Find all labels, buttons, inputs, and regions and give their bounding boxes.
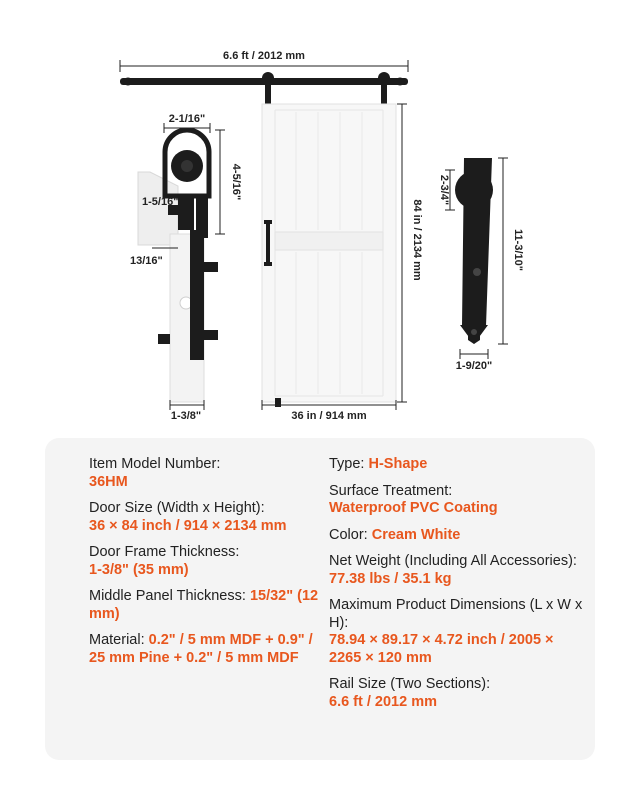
strap-width-dimension [456,349,492,372]
spec-type: Type: H-Shape [329,456,428,472]
strap-width-label: 1-9/20" [455,360,493,372]
spec-column-right [329,456,589,720]
spec-color: Color: Cream White [329,526,461,543]
wheel-diameter-dimension [438,170,455,210]
door-height-label: 84 in / 2134 mm [411,199,423,281]
spec-card [45,438,595,760]
rail-dimension [120,50,408,72]
door-height-dimension [397,104,423,402]
spec-material: Material: 0.2" / 5 mm MDF + 0.9" / 25 mm Pine + 0.2" / 5 mm MDF [89,632,313,666]
spec-weight: Net Weight (Including All Accessories): 77.38 lbs / 35.1 kg [329,553,577,587]
wheel-diameter-label: 2-3/4" [438,174,450,206]
barn-door [262,104,396,407]
hanger-height-label: 4-5/16" [230,163,242,201]
spec-model: Item Model Number: 36HM [89,456,221,490]
door-handle [266,222,270,264]
strap-detail [455,158,493,344]
spec-column-left [89,456,319,676]
strap-length-dimension [498,158,524,344]
door-width-label: 36 in / 914 mm [291,410,367,422]
spec-rail-size: Rail Size (Two Sections): 6.6 ft / 2012 mm [329,676,491,710]
spacer-depth-label: 13/16" [130,255,163,267]
spec-surface: Surface Treatment: Waterproof PVC Coating [329,482,498,516]
wheel-width-label: 2-1/16" [168,113,206,125]
spec-frame-thickness: Door Frame Thickness: 1-3/8" (35 mm) [89,544,240,578]
spec-max-dimensions: Maximum Product Dimensions (L x W x H): 78.94 × 89.17 × 4.72 inch / 2005 × 2265 × 120 mm [329,597,583,666]
door-width-dimension [262,400,396,422]
hanger-height-dimension [215,130,242,234]
spec-door-size: Door Size (Width x Height): 36 × 84 inch / 914 × 2134 mm [89,500,287,534]
spec-panel-thickness: Middle Panel Thickness: 15/32" (12 mm) [89,588,319,622]
door-thickness-dimension [170,400,204,422]
rail-length-label: 6.6 ft / 2012 mm [223,50,305,62]
door-thickness-label: 1-3/8" [170,410,202,422]
strap-length-label: 11-3/10" [512,229,524,271]
spacer-width-label: 1-5/16" [142,196,179,208]
